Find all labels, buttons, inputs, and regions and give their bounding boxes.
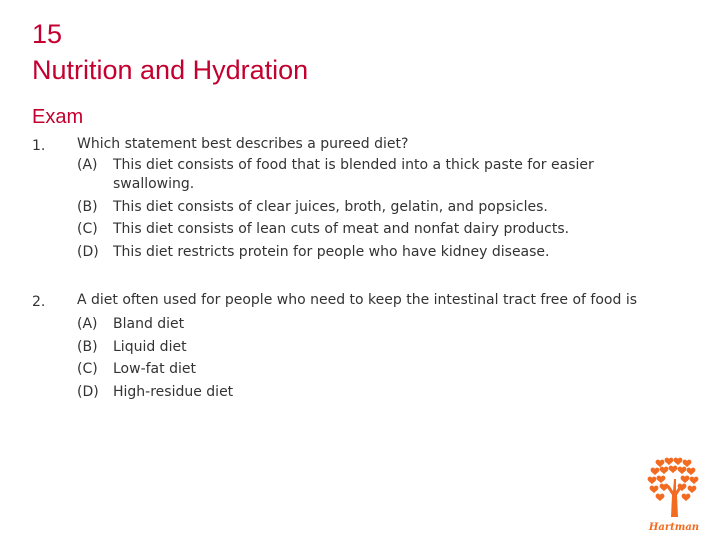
option-text: This diet consists of clear juices, broth, gelatin, and popsicles. — [113, 198, 548, 215]
option-letter: (C) — [77, 361, 98, 377]
option-letter: (A) — [77, 316, 98, 332]
question-number: 1. — [32, 138, 46, 154]
option-letter: (B) — [77, 338, 98, 355]
question-2 — [32, 291, 672, 403]
option-letter: (A) — [77, 157, 98, 173]
chapter-number: 15 — [32, 19, 63, 49]
answer-option-d[interactable] — [77, 381, 672, 404]
option-text: Liquid diet — [113, 338, 187, 355]
chapter-title: Nutrition and Hydration — [32, 55, 309, 85]
answer-option-b[interactable] — [77, 336, 672, 359]
option-letter: (B) — [77, 198, 98, 215]
option-text: This diet consists of food that is blended into a thick paste for easier swallowing. — [113, 157, 594, 192]
question-stem: A diet often used for people who need to keep the intestinal tract free of food is — [77, 292, 637, 308]
option-text: Low-fat diet — [113, 361, 196, 377]
option-text: High-residue diet — [113, 383, 234, 400]
hartman-logo — [636, 455, 712, 535]
question-number: 2. — [32, 294, 46, 310]
answer-option-c[interactable] — [77, 358, 672, 381]
answer-option-c[interactable] — [77, 218, 672, 241]
answer-option-a[interactable] — [77, 313, 672, 336]
option-letter: (C) — [77, 221, 98, 237]
option-letter: (D) — [77, 243, 99, 260]
section-title: Exam — [32, 106, 84, 128]
answer-option-a[interactable] — [77, 154, 672, 196]
option-text: This diet restricts protein for people who have kidney disease. — [113, 243, 550, 260]
question-1 — [32, 135, 672, 263]
question-stem: Which statement best describes a pureed diet? — [77, 136, 409, 152]
option-letter: (D) — [77, 383, 99, 400]
option-text: This diet consists of lean cuts of meat and nonfat dairy products. — [113, 221, 570, 237]
chapter-header — [32, 16, 308, 88]
option-text: Bland diet — [113, 316, 185, 332]
answer-option-b[interactable] — [77, 196, 672, 219]
logo-text: Hartman — [648, 522, 700, 533]
heart-tree-icon — [648, 458, 699, 517]
answer-option-d[interactable] — [77, 241, 672, 264]
